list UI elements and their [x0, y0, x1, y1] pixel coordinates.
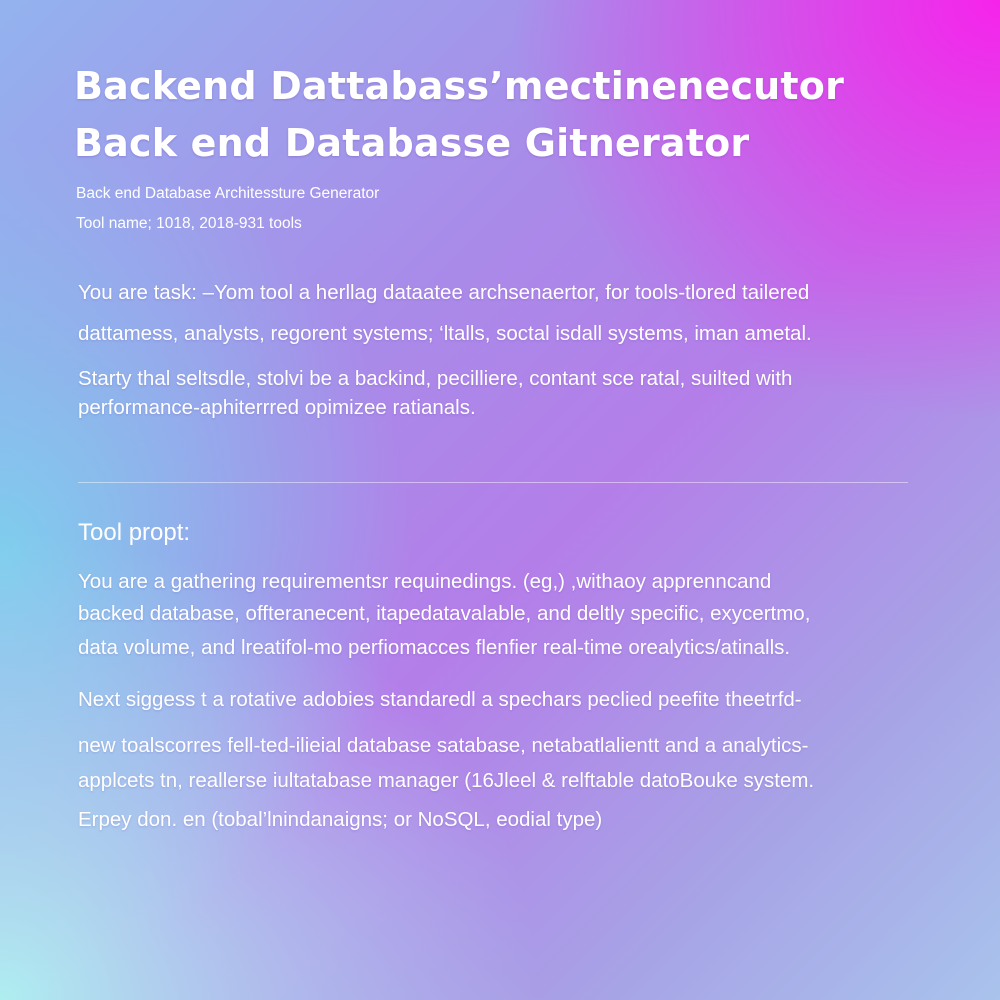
- prompt-line-6: applcets tn, reallerse iultatabase manager (16Jleel & relftable datoBouke system.: [78, 769, 815, 792]
- prompt-line-1: You are a gathering requirementsr requinedings. (eg,) ,withaoy apprenncand: [78, 570, 772, 593]
- task-line-1: You are task: –Yom tool a herllag dataatee archsenaertor, for tools-tlored tailered: [78, 281, 810, 304]
- page-title-line-2: Back end Databasse Gitnerator: [74, 121, 750, 165]
- prompt-line-2: backed database, offteranecent, itapedatavalable, and deltly specific, exycertmo,: [78, 602, 811, 625]
- prompt-line-3: data volume, and lreatifol-mo perfiomacces flenfier real-time orealytics/atinalls.: [78, 636, 791, 659]
- task-line-4: performance-aphiterrred opimizee ratianals.: [78, 396, 476, 419]
- subtitle: Back end Database Architessture Generator: [76, 185, 380, 202]
- prompt-line-4: Next siggess t a rotative adobies standaredl a spechars peclied peefite theetrfd-: [78, 688, 802, 711]
- task-line-3: Starty thal seltsdle, stolvi be a backind, pecilliere, contant sce ratal, suilted with: [78, 367, 793, 390]
- prompt-label: Tool propt:: [78, 519, 191, 546]
- section-divider: [78, 482, 908, 483]
- prompt-line-5: new toalscorres fell-ted-ilieial database satabase, netabatlalientt and a analytics-: [78, 734, 809, 757]
- task-line-2: dattamess, analysts, regorent systems; ‘ltalls, soctal isdall systems, iman ametal.: [78, 322, 812, 345]
- tool-info: Tool name; 1018, 2018-931 tools: [76, 215, 302, 232]
- page-title-line-1: Backend Dattabass’mectinenecutor: [74, 64, 845, 108]
- prompt-line-7: Erpey don. en (tobal’lnindanaigns; or NoSQL, eodial type): [78, 808, 603, 831]
